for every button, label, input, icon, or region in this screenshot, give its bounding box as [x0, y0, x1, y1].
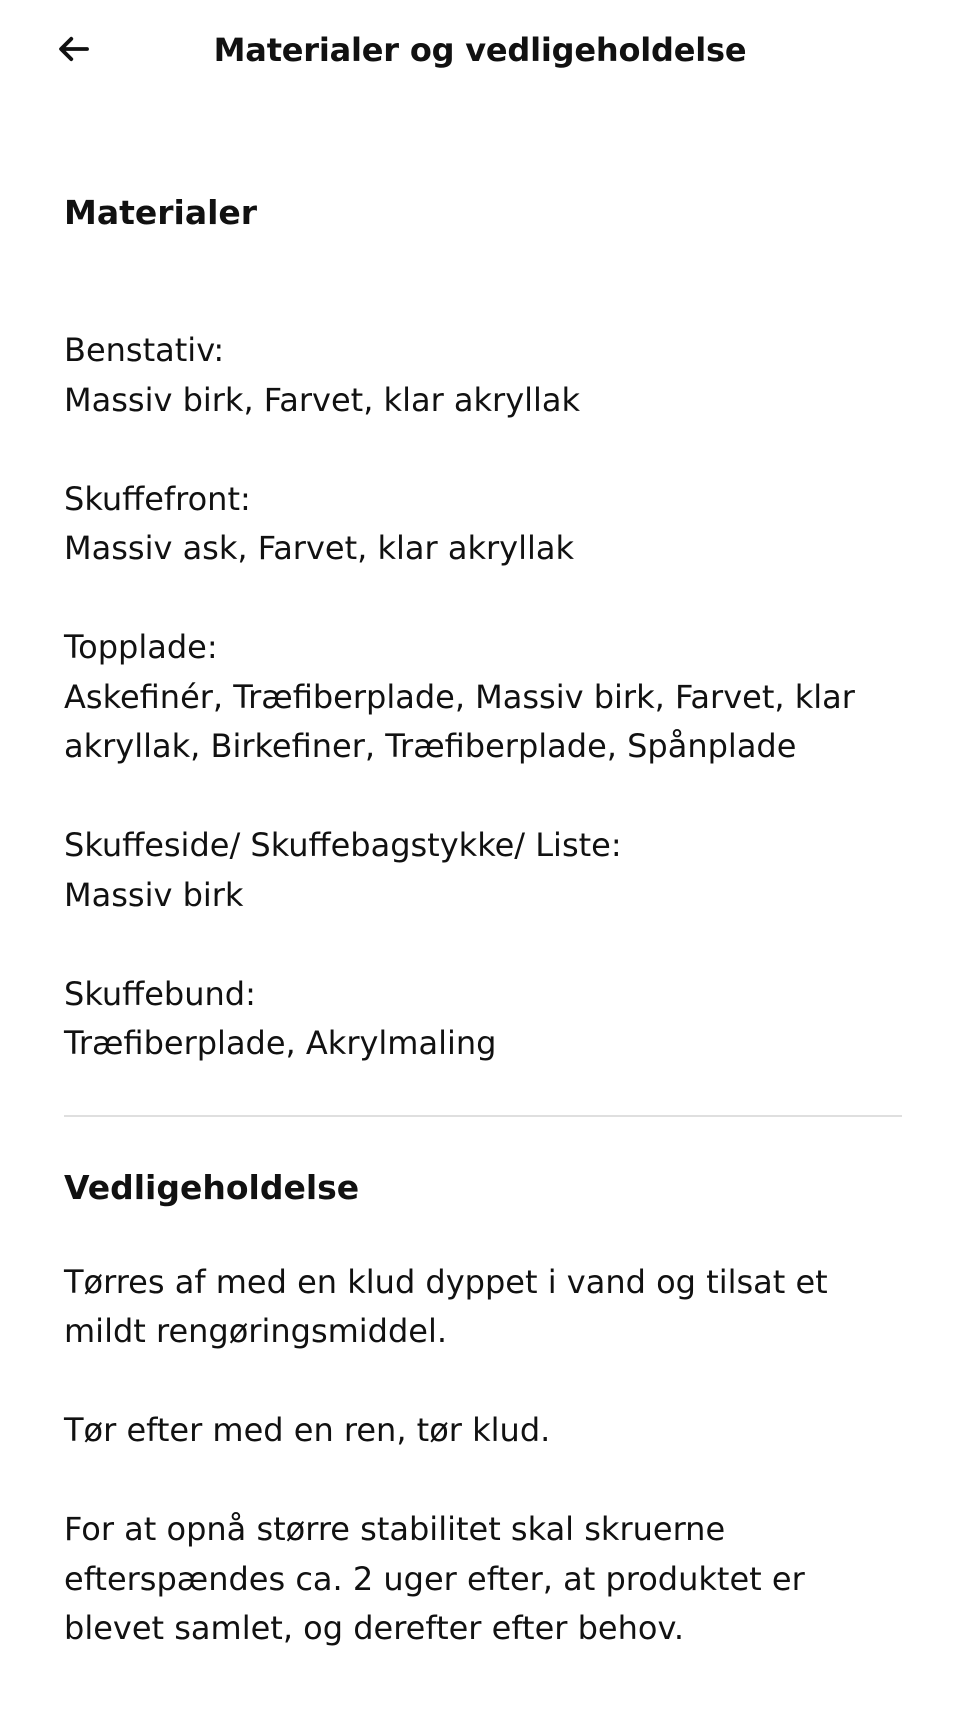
materials-list	[64, 326, 904, 1069]
material-item-benstativ	[64, 326, 904, 425]
materials-care-content	[64, 192, 904, 1654]
material-item-skuffeside-skuffebagstykke-liste	[64, 821, 904, 920]
care-instructions	[64, 1258, 904, 1654]
section-divider	[64, 1115, 902, 1117]
material-value: Massiv ask, Farvet, klar akryllak	[64, 529, 574, 567]
material-item-topplade	[64, 623, 904, 772]
care-instruction: For at opnå større stabilitet skal skruerne efterspændes ca. 2 uger efter, at produktet er blevet samlet, og derefter efter behov.	[64, 1510, 805, 1647]
care-heading: Vedligeholdelse	[64, 1167, 360, 1207]
materials-heading: Materialer	[64, 193, 258, 232]
material-item-skuffefront	[64, 475, 904, 574]
material-label: Topplade:	[64, 628, 218, 666]
material-value: Askefinér, Træfiberplade, Massiv birk, Farvet, klar akryllak, Birkefiner, Træfiberplade, Spånplade	[64, 677, 855, 765]
top-bar	[0, 0, 960, 100]
material-label: Skuffebund:	[64, 974, 256, 1013]
material-label: Skuffefront:	[64, 479, 251, 518]
materials-section	[64, 192, 904, 1069]
care-section	[64, 1167, 904, 1654]
material-item-skuffebund	[64, 970, 904, 1069]
material-label: Benstativ:	[64, 331, 225, 369]
material-value: Massiv birk	[64, 875, 244, 914]
material-label: Skuffeside/ Skuffebagstykke/ Liste:	[64, 826, 622, 864]
care-instruction: Tør efter med en ren, tør klud.	[64, 1411, 551, 1449]
page-title: Materialer og vedligeholdelse	[213, 31, 747, 69]
material-value: Massiv birk, Farvet, klar akryllak	[64, 380, 581, 419]
care-instruction: Tørres af med en klud dyppet i vand og tilsat et mildt rengøringsmiddel.	[64, 1262, 828, 1350]
material-value: Træfiberplade, Akrylmaling	[64, 1024, 497, 1062]
